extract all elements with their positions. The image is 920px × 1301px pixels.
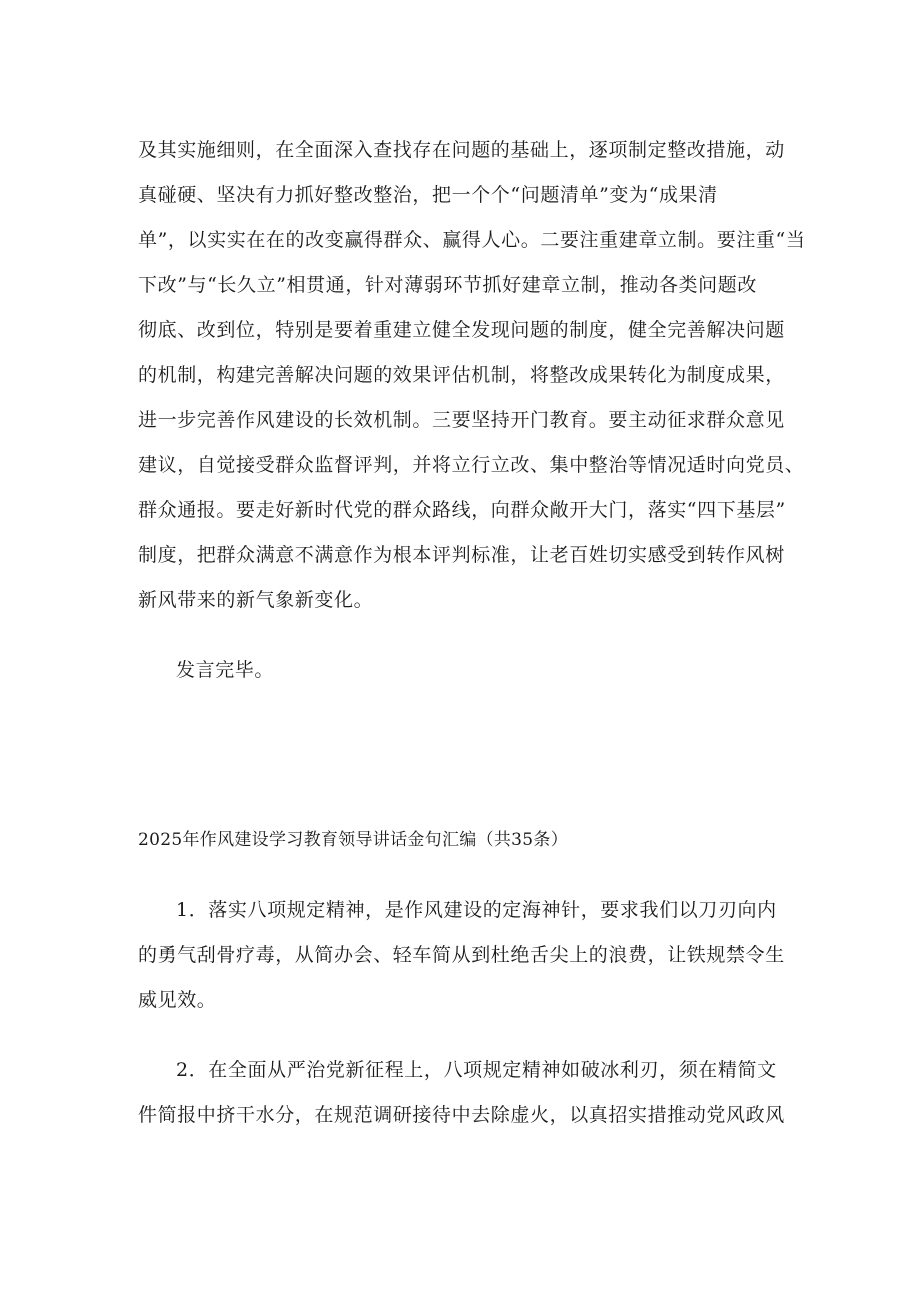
text-line: 进一步完善作风建设的长效机制。三要坚持开门教育。要主动征求群众意见 (138, 409, 785, 431)
text-line: 的机制，构建完善解决问题的效果评估机制，将整改成果转化为制度成果， (138, 364, 785, 386)
section-title: 2025年作风建设学习教育领导讲话金句汇编（共35条） (138, 830, 568, 850)
closing-remark: 发言完毕。 (176, 659, 275, 681)
text-line: 真碰硬、坚决有力抓好整改整治，把一个个“问题清单”变为“成果清 (138, 184, 718, 206)
text-line: 新风带来的新气象新变化。 (138, 589, 374, 611)
text-line: 单”，以实实在在的改变赢得群众、赢得人心。二要注重建章立制。要注重“当 (138, 229, 806, 251)
text-line: 群众通报。要走好新时代党的群众路线，向群众敞开大门，落实“四下基层” (138, 499, 786, 521)
text-line: 彻底、改到位，特别是要着重建立健全发现问题的制度，健全完善解决问题 (138, 319, 785, 341)
text-line: 及其实施细则，在全面深入查找存在问题的基础上，逐项制定整改措施，动 (138, 139, 785, 161)
text-line: 建议，自觉接受群众监督评判，并将立行立改、集中整治等情况适时向党员、 (138, 454, 805, 476)
text-line: 威见效。 (138, 989, 217, 1011)
text-line: 2．在全面从严治党新征程上，八项规定精神如破冰利刃，须在精简文 (176, 1059, 777, 1081)
text-line: 制度，把群众满意不满意作为根本评判标准，让老百姓切实感受到转作风树 (138, 544, 785, 566)
text-line: 件简报中挤干水分，在规范调研接待中去除虚火，以真招实措推动党风政风 (138, 1104, 785, 1126)
text-line: 下改”与“长久立”相贯通，针对薄弱环节抓好建章立制，推动各类问题改 (138, 274, 757, 296)
text-line: 1．落实八项规定精神，是作风建设的定海神针，要求我们以刀刃向内 (176, 899, 777, 921)
text-line: 的勇气刮骨疗毒，从简办会、轻车简从到杜绝舌尖上的浪费，让铁规禁令生 (138, 944, 785, 966)
